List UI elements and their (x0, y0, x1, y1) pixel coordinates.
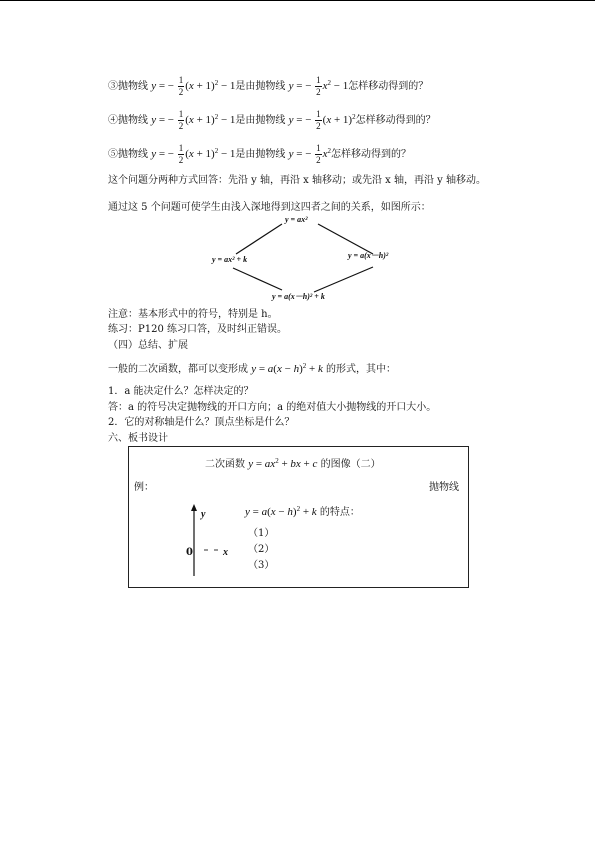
question-middle: 是由抛物线 (235, 149, 286, 161)
relation-text: 通过这 5 个问题可使学生由浅入深地得到这四者之间的关系，如图所示： (108, 202, 431, 213)
board-features-tail: 的特点： (319, 507, 360, 518)
section-summary-heading: （四）总结、扩展 (108, 340, 188, 351)
question-tail: 怎样移动得到的？ (348, 81, 429, 93)
question-2-text: 2．它的对称轴是什么？顶点坐标是什么？ (108, 417, 295, 428)
question-middle: 是由抛物线 (235, 81, 286, 93)
relation-diagram (0, 210, 595, 320)
axis-origin-label: 0 (186, 547, 193, 558)
board-features (245, 506, 360, 518)
equation-source: y = − $\frac{1}{2}$ $x^2 - 1$ (288, 75, 349, 97)
question-tail: 怎样移动得到的？ (331, 149, 412, 161)
diagram-line-right-bottom (314, 267, 373, 292)
equation-general: $y = ax^2$ + bx + c (248, 457, 318, 470)
board-example-label: 例： (134, 482, 154, 493)
equation-target: y = − $\frac{1}{2}$ $(x + 1)^2 - 1$ (151, 109, 236, 131)
question-number: ③ (108, 81, 118, 93)
axis-y-label: y (201, 509, 206, 520)
diagram-line-left-bottom (233, 268, 282, 290)
answer-1-text: 答：a 的符号决定抛物线的开口方向；a 的绝对值大小抛物线的开口大小。 (108, 402, 437, 413)
board-item-3: （3） (248, 560, 275, 571)
question-number: ⑤ (108, 149, 118, 161)
diagram-node-bottom: y = a(x－h)² + k (272, 292, 325, 301)
board-axes (180, 502, 240, 582)
general-form-text (108, 363, 396, 375)
diagram-node-top: y = ax² (285, 215, 308, 224)
general-form-tail: 的形式，其中： (326, 364, 397, 375)
general-form-lead: 一般的二次函数，都可以变形成 (108, 364, 248, 375)
y-axis-arrow-icon (191, 504, 197, 511)
question-lead: 抛物线 (118, 81, 148, 93)
practice-text: 练习：P120 练习口答，及时纠正错误。 (108, 324, 287, 335)
diagram-line-top-right (318, 224, 373, 254)
board-title (205, 458, 381, 470)
question-number: ④ (108, 115, 118, 127)
equation-source: y = − $\frac{1}{2}$ $(x + 1)^2$ (288, 109, 356, 131)
question-lead: 抛物线 (118, 115, 148, 127)
diagram-line-top-left (236, 224, 282, 254)
answer-ways-text: 这个问题分两种方式回答：先沿 y 轴，再沿 x 轴移动；或先沿 x 轴，再沿 y 轴移动。 (108, 175, 487, 186)
note-text: 注意：基本形式中的符号，特别是 h。 (108, 309, 278, 320)
equation-target: y = − $\frac{1}{2}$ $(x + 1)^2 - 1$ (151, 75, 236, 97)
question-5 (108, 144, 411, 165)
question-4 (108, 110, 436, 131)
equation-vertex-form: $y = a(x - h)^2 + k$ (251, 362, 323, 375)
board-parabola-label: 抛物线 (429, 482, 459, 493)
question-3 (108, 76, 428, 97)
board-item-1: （1） (248, 528, 275, 539)
equation-source: y = − $\frac{1}{2}$ $x^2$ (288, 143, 332, 165)
section-board-heading: 六、板书设计 (108, 433, 168, 444)
question-lead: 抛物线 (118, 149, 148, 161)
equation-target: y = − $\frac{1}{2}$ $(x + 1)^2 - 1$ (151, 143, 236, 165)
diagram-node-right: y = a(x－h)² (348, 251, 389, 260)
board-title-tail: 的图像（二） (320, 459, 381, 470)
question-middle: 是由抛物线 (235, 115, 286, 127)
diagram-node-left: y = ax² + k (212, 255, 248, 264)
board-title-lead: 二次函数 (205, 459, 245, 470)
board-item-2: （2） (248, 544, 275, 555)
question-tail: 怎样移动得到的？ (355, 115, 436, 127)
axis-x-label: x (223, 547, 228, 558)
question-1-text: 1．a 能决定什么？怎样决定的？ (108, 386, 254, 397)
page-top-rule (0, 0, 595, 1)
equation-vertex-form-board: $y = a(x - h)^2 + k$ (245, 505, 317, 518)
